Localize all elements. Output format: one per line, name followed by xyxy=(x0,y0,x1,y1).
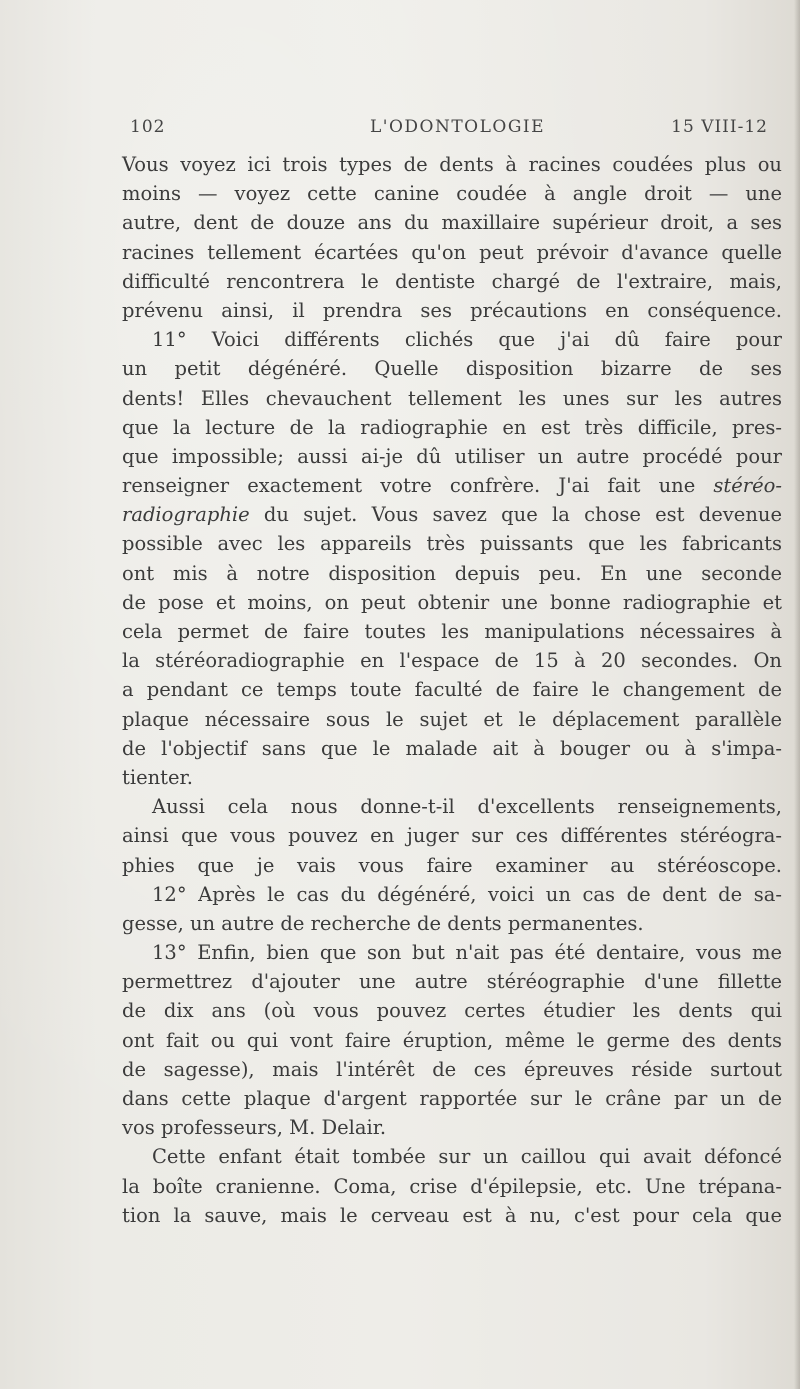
text-line: un petit dégénéré. Quelle disposition bizarre de ses xyxy=(122,357,782,381)
text-line: 11° Voici différents clichés que j'ai dû faire pour xyxy=(152,328,782,352)
text-line: phies que je vais vous faire examiner au stéréoscope. xyxy=(122,853,782,877)
text-line: 12° Après le cas du dégénéré, voici un cas de dent de sa- xyxy=(152,882,782,906)
text-line: de sagesse), mais l'intérêt de ces épreuves réside surtout xyxy=(122,1057,782,1081)
text-line: Aussi cela nous donne-t-il d'excellents renseignements, xyxy=(152,795,782,819)
text-line: possible avec les appareils très puissants que les fabricants xyxy=(122,532,782,556)
text-line: de pose et moins, on peut obtenir une bonne radiographie et xyxy=(122,590,782,614)
body-text xyxy=(122,150,782,1230)
text-line: que impossible; aussi ai-je dû utiliser un autre procédé pour xyxy=(122,444,782,468)
text-line: permettrez d'ajouter une autre stéréographie d'une fillette xyxy=(122,970,782,994)
text-line xyxy=(122,500,782,529)
text-line: Cette enfant était tombée sur un caillou qui avait défoncé xyxy=(152,1145,782,1169)
italic-text: radiographie xyxy=(122,503,250,527)
text-line: moins — voyez cette canine coudée à angle droit — une xyxy=(122,182,782,206)
text-line: ont fait ou qui vont faire éruption, même le germe des dents xyxy=(122,1028,782,1052)
text-line: gesse, un autre de recherche de dents permanentes. xyxy=(122,911,644,935)
text-line: 13° Enfin, bien que son but n'ait pas été dentaire, vous me xyxy=(152,941,782,965)
issue-date: 15 VIII-12 xyxy=(671,117,768,137)
text-line: a pendant ce temps toute faculté de faire le changement de xyxy=(122,678,782,702)
text-line: dans cette plaque d'argent rapportée sur le crâne par un de xyxy=(122,1087,782,1110)
text-line xyxy=(122,471,782,500)
text-line: vos professeurs, M. Delair. xyxy=(122,1116,387,1140)
text-line: la boîte cranienne. Coma, crise d'épilepsie, etc. Une trépana- xyxy=(122,1174,782,1198)
text-line: Vous voyez ici trois types de dents à racines coudées plus ou xyxy=(122,153,782,176)
text-line: prévenu ainsi, il prendra ses précautions en conséquence. xyxy=(122,298,782,322)
italic-text: stéréo- xyxy=(713,474,782,498)
text-segment: renseigner exactement votre confrère. J'ai fait une stéréo- xyxy=(122,474,782,498)
text-line: ainsi que vous pouvez en juger sur ces différentes stéréogra- xyxy=(122,824,782,848)
page-number: 102 xyxy=(130,117,166,137)
text-line: de dix ans (où vous pouvez certes étudier les dents qui xyxy=(122,999,782,1023)
text-line: difficulté rencontrera le dentiste chargé de l'extraire, mais, xyxy=(122,269,782,293)
text-line: cela permet de faire toutes les manipulations nécessaires à xyxy=(122,620,782,643)
text-segment: radiographie du sujet. Vous savez que la chose est devenue xyxy=(122,503,782,527)
text-line: racines tellement écartées qu'on peut prévoir d'avance quelle xyxy=(122,240,782,264)
text-line: que la lecture de la radiographie en est très difficile, pres- xyxy=(122,415,782,439)
text-line: tion la sauve, mais le cerveau est à nu, c'est pour cela que xyxy=(122,1203,782,1227)
text-line: autre, dent de douze ans du maxillaire supérieur droit, a ses xyxy=(122,211,782,235)
text-line: plaque nécessaire sous le sujet et le déplacement parallèle xyxy=(122,707,782,731)
text-line: la stéréoradiographie en l'espace de 15 à 20 secondes. On xyxy=(122,649,782,673)
text-line: tienter. xyxy=(122,765,193,789)
running-header xyxy=(130,117,768,143)
text-line: ont mis à notre disposition depuis peu. En une seconde xyxy=(122,561,782,585)
journal-title: L'ODONTOLOGIE xyxy=(370,117,546,137)
text-line: dents! Elles chevauchent tellement les unes sur les autres xyxy=(122,386,782,410)
text-line: de l'objectif sans que le malade ait à bouger ou à s'impa- xyxy=(122,736,782,760)
page-edge-shadow xyxy=(794,0,800,1389)
